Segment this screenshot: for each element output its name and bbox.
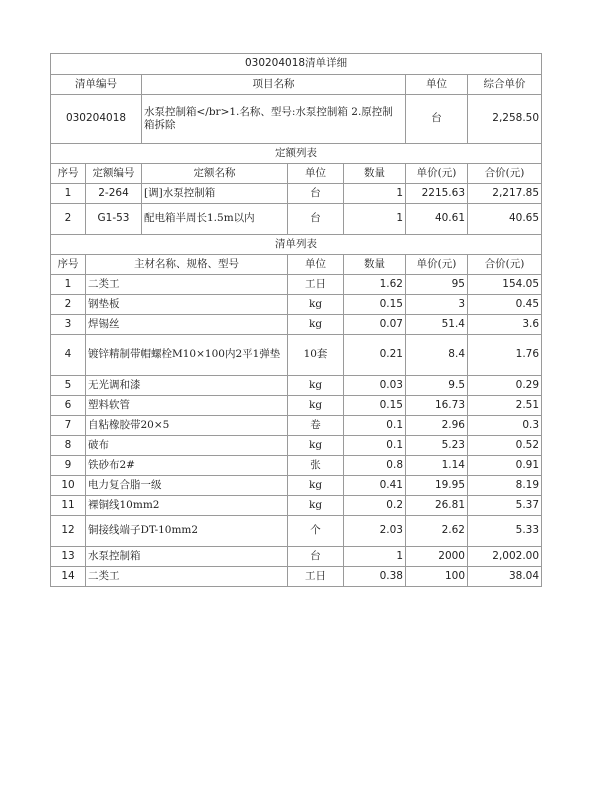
row-total: 2,217.85: [468, 184, 542, 204]
row-total: 0.29: [468, 376, 542, 396]
row-unit: kg: [288, 295, 344, 315]
row-price: 95: [406, 275, 468, 295]
quota-header-price: 单价(元): [406, 164, 468, 184]
row-no: 12: [51, 516, 86, 547]
row-unit: 台: [288, 204, 344, 235]
row-total: 2.51: [468, 396, 542, 416]
row-price: 5.23: [406, 436, 468, 456]
row-total: 8.19: [468, 476, 542, 496]
quota-section-title: 定额列表: [51, 144, 542, 164]
materials-header-row: [51, 255, 542, 275]
row-unit: 台: [288, 184, 344, 204]
table-row: [51, 516, 542, 547]
row-no: 6: [51, 396, 86, 416]
row-price: 2215.63: [406, 184, 468, 204]
table-row: [51, 567, 542, 587]
row-qty: 1: [344, 547, 406, 567]
row-total: 154.05: [468, 275, 542, 295]
materials-body: [51, 275, 542, 587]
row-no: 5: [51, 376, 86, 396]
summary-unit: 台: [406, 95, 468, 144]
row-price: 1.14: [406, 456, 468, 476]
row-price: 9.5: [406, 376, 468, 396]
table-row: [51, 295, 542, 315]
row-no: 13: [51, 547, 86, 567]
header-composite-price: 综合单价: [468, 75, 542, 95]
table-row: [51, 335, 542, 376]
row-unit: 10套: [288, 335, 344, 376]
summary-name: 水泵控制箱</br>1.名称、型号:水泵控制箱 2.原控制箱拆除: [142, 95, 406, 144]
row-name: 钢垫板: [86, 295, 288, 315]
quota-header-row: [51, 164, 542, 184]
row-unit: kg: [288, 315, 344, 335]
detail-table: [50, 53, 542, 587]
row-total: 2,002.00: [468, 547, 542, 567]
row-name: 自粘橡胶带20×5: [86, 416, 288, 436]
row-qty: 0.15: [344, 295, 406, 315]
row-qty: 0.38: [344, 567, 406, 587]
row-name: 裸铜线10mm2: [86, 496, 288, 516]
row-no: 2: [51, 295, 86, 315]
row-unit: 张: [288, 456, 344, 476]
table-row: [51, 436, 542, 456]
table-row: [51, 184, 542, 204]
quota-header-qty: 数量: [344, 164, 406, 184]
quota-header-no: 序号: [51, 164, 86, 184]
summary-code: 030204018: [51, 95, 142, 144]
row-price: 8.4: [406, 335, 468, 376]
row-qty: 0.2: [344, 496, 406, 516]
summary-row: [51, 95, 542, 144]
materials-header-no: 序号: [51, 255, 86, 275]
row-unit: 台: [288, 547, 344, 567]
row-qty: 1: [344, 184, 406, 204]
materials-header-price: 单价(元): [406, 255, 468, 275]
page-title: 030204018清单详细: [51, 54, 542, 75]
row-no: 9: [51, 456, 86, 476]
row-name: 铜接线端子DT-10mm2: [86, 516, 288, 547]
row-total: 1.76: [468, 335, 542, 376]
row-name: [调]水泵控制箱: [142, 184, 288, 204]
row-total: 0.45: [468, 295, 542, 315]
detail-sheet: [50, 53, 541, 587]
table-row: [51, 416, 542, 436]
row-no: 3: [51, 315, 86, 335]
row-unit: 工日: [288, 567, 344, 587]
row-no: 4: [51, 335, 86, 376]
row-no: 11: [51, 496, 86, 516]
row-unit: kg: [288, 376, 344, 396]
row-qty: 0.07: [344, 315, 406, 335]
row-unit: kg: [288, 396, 344, 416]
row-no: 10: [51, 476, 86, 496]
row-name: 破布: [86, 436, 288, 456]
row-total: 5.37: [468, 496, 542, 516]
row-no: 7: [51, 416, 86, 436]
row-qty: 2.03: [344, 516, 406, 547]
row-price: 26.81: [406, 496, 468, 516]
summary-price: 2,258.50: [468, 95, 542, 144]
quota-header-name: 定额名称: [142, 164, 288, 184]
row-name: 无光调和漆: [86, 376, 288, 396]
materials-section-row: [51, 235, 542, 255]
row-qty: 1.62: [344, 275, 406, 295]
materials-header-qty: 数量: [344, 255, 406, 275]
row-qty: 1: [344, 204, 406, 235]
row-no: 2: [51, 204, 86, 235]
row-total: 5.33: [468, 516, 542, 547]
row-name: 二类工: [86, 275, 288, 295]
row-name: 配电箱半周长1.5m以内: [142, 204, 288, 235]
materials-header-unit: 单位: [288, 255, 344, 275]
title-row: [51, 54, 542, 75]
row-qty: 0.03: [344, 376, 406, 396]
quota-header-total: 合价(元): [468, 164, 542, 184]
summary-header-row: [51, 75, 542, 95]
row-price: 51.4: [406, 315, 468, 335]
row-qty: 0.8: [344, 456, 406, 476]
row-total: 38.04: [468, 567, 542, 587]
row-price: 40.61: [406, 204, 468, 235]
row-unit: 个: [288, 516, 344, 547]
header-unit: 单位: [406, 75, 468, 95]
row-total: 40.65: [468, 204, 542, 235]
table-row: [51, 204, 542, 235]
row-name: 塑料软管: [86, 396, 288, 416]
row-total: 3.6: [468, 315, 542, 335]
row-unit: kg: [288, 476, 344, 496]
row-no: 14: [51, 567, 86, 587]
row-qty: 0.1: [344, 416, 406, 436]
row-price: 2.96: [406, 416, 468, 436]
row-name: 铁砂布2#: [86, 456, 288, 476]
row-name: 二类工: [86, 567, 288, 587]
table-row: [51, 496, 542, 516]
row-qty: 0.1: [344, 436, 406, 456]
row-unit: 工日: [288, 275, 344, 295]
row-name: 电力复合脂一级: [86, 476, 288, 496]
row-no: 8: [51, 436, 86, 456]
quota-header-code: 定额编号: [86, 164, 142, 184]
row-name: 焊锡丝: [86, 315, 288, 335]
row-price: 16.73: [406, 396, 468, 416]
header-item-name: 项目名称: [142, 75, 406, 95]
header-code: 清单编号: [51, 75, 142, 95]
row-no: 1: [51, 275, 86, 295]
row-price: 19.95: [406, 476, 468, 496]
row-price: 3: [406, 295, 468, 315]
row-total: 0.3: [468, 416, 542, 436]
row-code: 2-264: [86, 184, 142, 204]
table-row: [51, 315, 542, 335]
table-row: [51, 476, 542, 496]
row-qty: 0.41: [344, 476, 406, 496]
row-no: 1: [51, 184, 86, 204]
row-qty: 0.21: [344, 335, 406, 376]
quota-section-row: [51, 144, 542, 164]
row-code: G1-53: [86, 204, 142, 235]
row-price: 100: [406, 567, 468, 587]
table-row: [51, 456, 542, 476]
table-row: [51, 275, 542, 295]
row-price: 2.62: [406, 516, 468, 547]
row-unit: kg: [288, 436, 344, 456]
row-total: 0.52: [468, 436, 542, 456]
row-price: 2000: [406, 547, 468, 567]
row-name: 镀锌精制带帽螺栓M10×100内2平1弹垫: [86, 335, 288, 376]
quota-header-unit: 单位: [288, 164, 344, 184]
materials-header-name: 主材名称、规格、型号: [86, 255, 288, 275]
materials-section-title: 清单列表: [51, 235, 542, 255]
materials-header-total: 合价(元): [468, 255, 542, 275]
row-total: 0.91: [468, 456, 542, 476]
table-row: [51, 547, 542, 567]
table-row: [51, 396, 542, 416]
row-qty: 0.15: [344, 396, 406, 416]
row-unit: 卷: [288, 416, 344, 436]
row-name: 水泵控制箱: [86, 547, 288, 567]
row-unit: kg: [288, 496, 344, 516]
table-row: [51, 376, 542, 396]
